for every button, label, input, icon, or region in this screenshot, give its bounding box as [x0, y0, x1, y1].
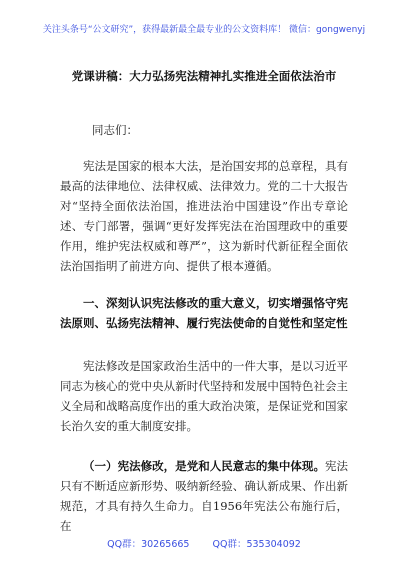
subsection-lead: （一）宪法修改，是党和人民意志的集中体现。 [83, 459, 325, 473]
qq-group-2: QQ群：535304092 [212, 539, 301, 550]
footer-contact [0, 536, 408, 550]
paragraph-3-body: 宪法只有不断适应新形势、吸纳新经验、确认新成果、作出新规范，才具有持久生命力。自1956年宪法公布施行后，在 [60, 459, 349, 533]
qq-group-1: QQ群：30265665 [107, 539, 190, 550]
body-paragraph-3 [60, 456, 348, 536]
body-paragraph-1: 宪法是国家的根本大法，是治国安邦的总章程，具有最高的法律地位、法律权威、法律效力。党的二十大报告对“坚持全面依法治国，推进法治中国建设”作出专章论述、专门部署，强调“更好发挥宪法在治国理政中的重要作用，维护宪法权威和尊严”，这为新时代新征程全面依法治国指明了前进方向、提供了根本遵循。 [60, 159, 348, 273]
header-banner: 关注头条号“公文研究”，获得最新最全最专业的公文资料库！ 微信：gongwenyj [42, 25, 366, 35]
section-heading-1: 一、深刻认识宪法修改的重大意义，切实增强恪守宪法原则、弘扬宪法精神、履行宪法使命的自觉性和坚定性 [60, 296, 348, 330]
salutation: 同志们： [92, 123, 138, 137]
body-paragraph-2: 宪法修改是国家政治生活中的一件大事，是以习近平同志为核心的党中央从新时代坚持和发展中国特色社会主义全局和战略高度作出的重大政治决策，是保证党和国家长治久安的重大制度安排。 [60, 359, 348, 433]
document-title: 党课讲稿：大力弘扬宪法精神扎实推进全面依法治市 [71, 69, 337, 83]
